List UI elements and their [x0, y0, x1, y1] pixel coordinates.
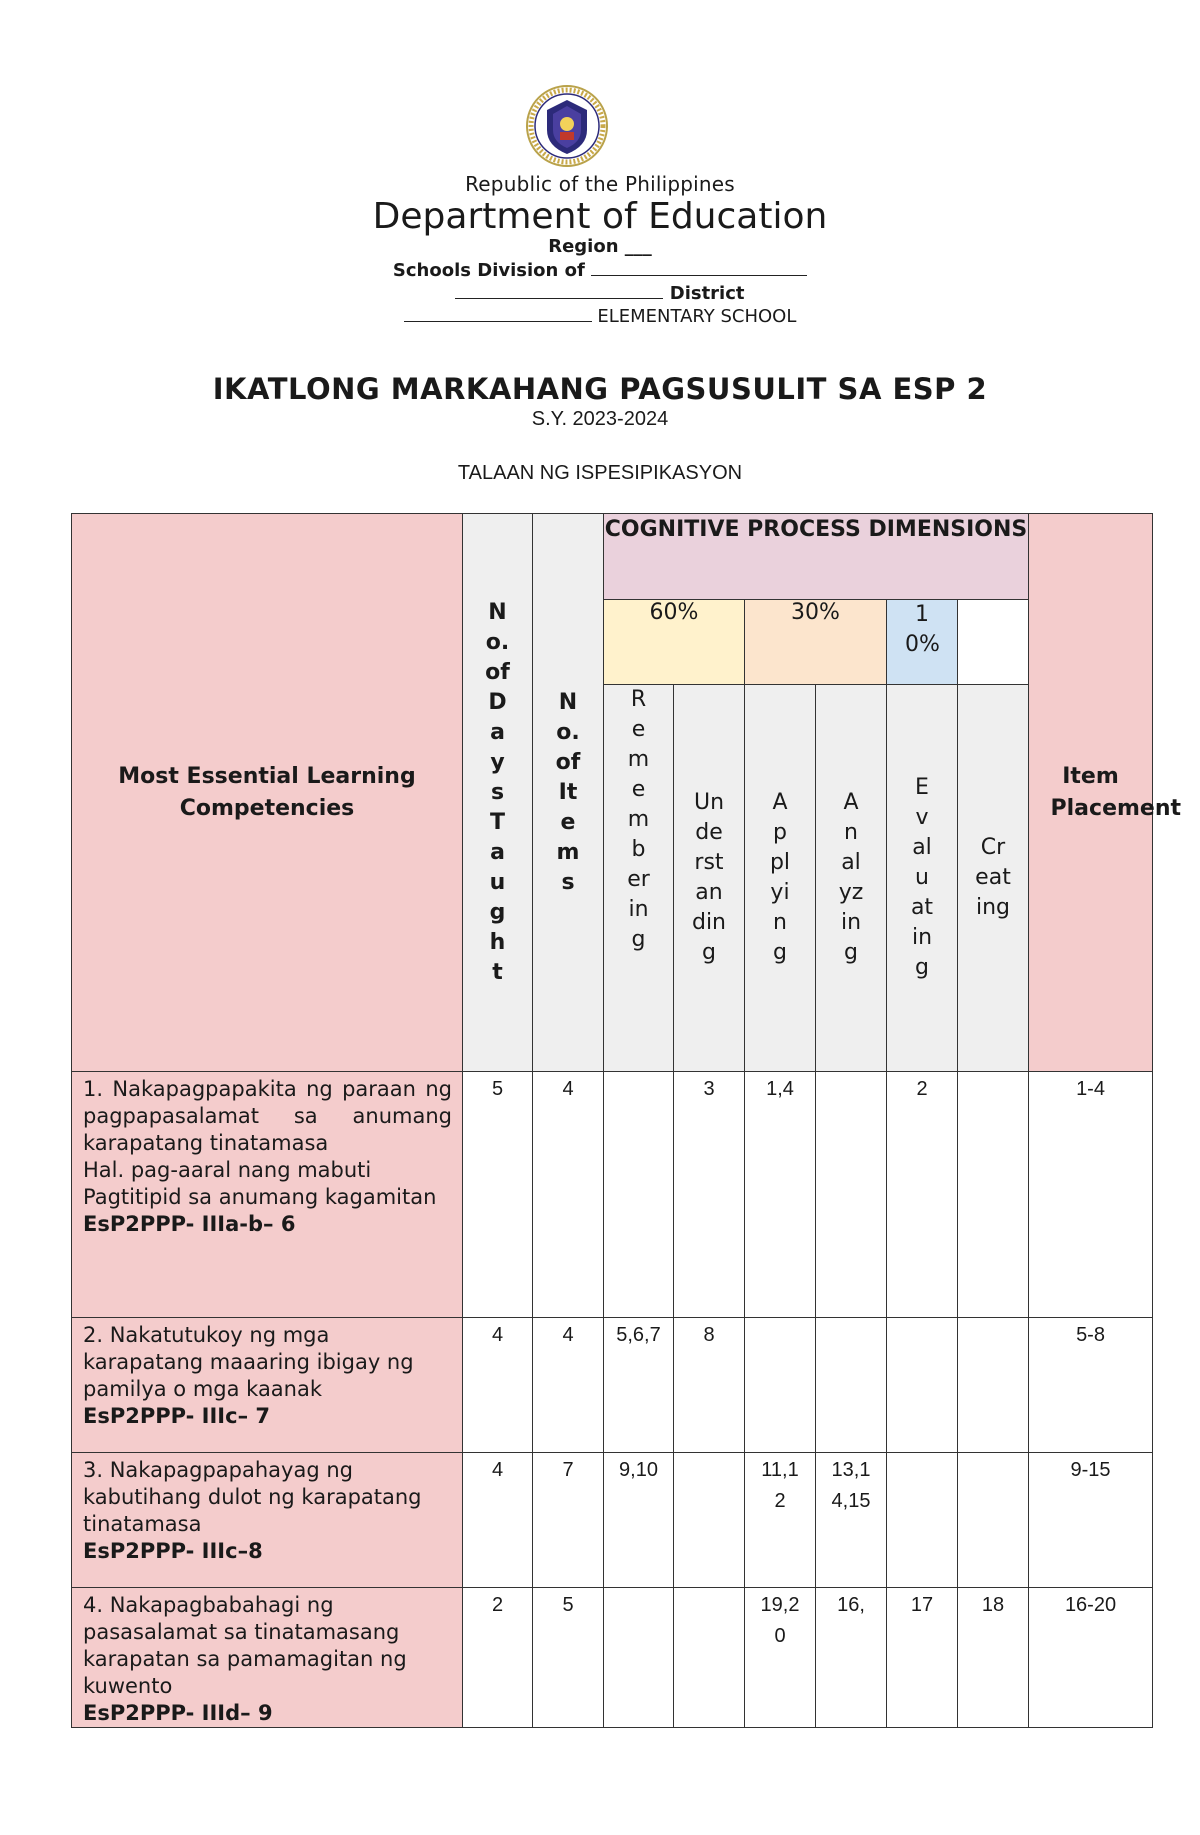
division-line: [0, 259, 1200, 281]
applying-cell: [745, 1318, 816, 1453]
remembering-label: Remembering: [627, 687, 650, 952]
no-of-items-label: No.ofItems: [555, 689, 581, 895]
understanding-label: Understanding: [691, 790, 727, 965]
placement-cell: 5-8: [1029, 1318, 1153, 1453]
understanding-cell: [674, 1588, 745, 1728]
creating-cell: [958, 1072, 1029, 1318]
pct-30-cell: 30%: [745, 600, 887, 685]
remembering-cell: 9,10: [604, 1453, 674, 1588]
understanding-cell: 3: [674, 1072, 745, 1318]
competency-text: 2. Nakatutukoy ng mga karapatang maaaring ibigay ng pamilya o mga kaanak: [83, 1323, 414, 1401]
competency-code: EsP2PPP- IIId– 9: [83, 1701, 273, 1725]
evaluating-cell: [887, 1318, 958, 1453]
region-label: Region ___: [548, 236, 652, 257]
competency-text: 4. Nakapagbabahagi ng pasasalamat sa tinatamasang karapatan sa pamamagitan ng kuwento: [83, 1593, 407, 1698]
applying-value: 19,20: [760, 1594, 800, 1647]
competency-cell: [72, 1588, 463, 1728]
analyzing-value: 13,14,15: [831, 1459, 871, 1512]
remembering-cell: [604, 1318, 674, 1453]
remembering-header: [604, 685, 674, 1072]
understanding-cell: 8: [674, 1318, 745, 1453]
analyzing-cell: 16,: [816, 1588, 887, 1728]
items-cell: 4: [533, 1318, 604, 1453]
items-cell: 7: [533, 1453, 604, 1588]
understanding-cell: [674, 1453, 745, 1588]
creating-cell: 18: [958, 1588, 1029, 1728]
applying-cell: 1,4: [745, 1072, 816, 1318]
days-cell: 4: [463, 1453, 533, 1588]
table-subtitle: TALAAN NG ISPESIPIKASYON: [457, 462, 743, 484]
region-line: [0, 236, 1200, 257]
competency-cell: [72, 1318, 463, 1453]
table-of-specifications: [71, 513, 1182, 1728]
pct-10-cell: [887, 600, 958, 685]
deped-seal: [525, 84, 609, 168]
school-line: [0, 305, 1200, 327]
school-year: S.Y. 2023-2024: [531, 408, 669, 430]
analyzing-cell: [816, 1318, 887, 1453]
competencies-header: Most Essential Learning Competencies: [72, 514, 463, 1072]
applying-header: [745, 685, 816, 1072]
understanding-header: [674, 685, 745, 1072]
analyzing-header: [816, 685, 887, 1072]
evaluating-cell: 17: [887, 1588, 958, 1728]
applying-value: 11,12: [761, 1459, 799, 1512]
placement-cell: 1-4: [1029, 1072, 1153, 1318]
applying-cell: [745, 1453, 816, 1588]
competency-code: EsP2PPP- IIIc–8: [83, 1539, 263, 1563]
evaluating-header: [887, 685, 958, 1072]
creating-header: [958, 685, 1029, 1072]
items-cell: 4: [533, 1072, 604, 1318]
division-blank: [591, 259, 807, 276]
district-blank: [455, 282, 663, 299]
creating-cell: [958, 1453, 1029, 1588]
pct-10-label: 10%: [905, 602, 940, 657]
days-cell: 5: [463, 1072, 533, 1318]
district-line: [0, 282, 1200, 304]
days-taught-header: [463, 514, 533, 1072]
exam-title: IKATLONG MARKAHANG PAGSUSULIT SA ESP 2: [212, 372, 988, 406]
item-placement-header: [1029, 514, 1182, 1072]
competency-cell: [72, 1072, 463, 1318]
competency-cell: [72, 1453, 463, 1588]
applying-label: Applying: [769, 790, 791, 965]
republic-label: Republic of the Philippines: [465, 172, 735, 196]
competency-code: EsP2PPP- IIIa-b– 6: [83, 1212, 296, 1236]
placement-cell: 9-15: [1029, 1453, 1153, 1588]
no-of-items-header: [533, 514, 604, 1072]
cognitive-process-header: COGNITIVE PROCESS DIMENSIONS: [604, 514, 1029, 600]
creating-cell: [958, 1318, 1029, 1453]
competency-text: 3. Nakapagpapahayag ng kabutihang dulot ng karapatang tinatamasa: [83, 1458, 422, 1536]
creating-label: Creating: [975, 835, 1011, 920]
competency-text: 1. Nakapagpapakita ng paraan ng pagpapasalamat sa anumang karapatang tinatamasa: [83, 1077, 452, 1155]
remembering-cell: [604, 1072, 674, 1318]
competency-code: EsP2PPP- IIIc– 7: [83, 1404, 270, 1428]
placement-cell: 16-20: [1029, 1588, 1153, 1728]
days-taught-label: No.ofDaysTaught: [485, 599, 510, 985]
analyzing-cell: [816, 1072, 887, 1318]
remembering-value: 5,6,7: [616, 1324, 661, 1346]
school-label: ELEMENTARY SCHOOL: [597, 306, 797, 327]
days-cell: 2: [463, 1588, 533, 1728]
table-row: [72, 1072, 1153, 1318]
analyzing-cell: [816, 1453, 887, 1588]
applying-cell: [745, 1588, 816, 1728]
department-name: Department of Education: [372, 196, 828, 237]
school-blank: [404, 305, 592, 322]
evaluating-label: Evaluating: [910, 775, 934, 980]
table-row: [72, 1588, 1153, 1728]
remembering-cell: [604, 1588, 674, 1728]
table-row: [72, 1318, 1153, 1453]
pct-60-cell: 60%: [604, 600, 745, 685]
evaluating-cell: [887, 1453, 958, 1588]
analyzing-label: Analyzing: [838, 790, 864, 965]
division-label: Schools Division of: [392, 260, 585, 281]
competency-example: Hal. pag-aaral nang mabuti Pagtitipid sa anumang kagamitan: [83, 1158, 437, 1209]
days-cell: 4: [463, 1318, 533, 1453]
item-placement-label: Item Placement: [1050, 763, 1182, 821]
table-row: [72, 1453, 1153, 1588]
items-cell: 5: [533, 1588, 604, 1728]
district-label: District: [669, 283, 745, 304]
evaluating-cell: 2: [887, 1072, 958, 1318]
